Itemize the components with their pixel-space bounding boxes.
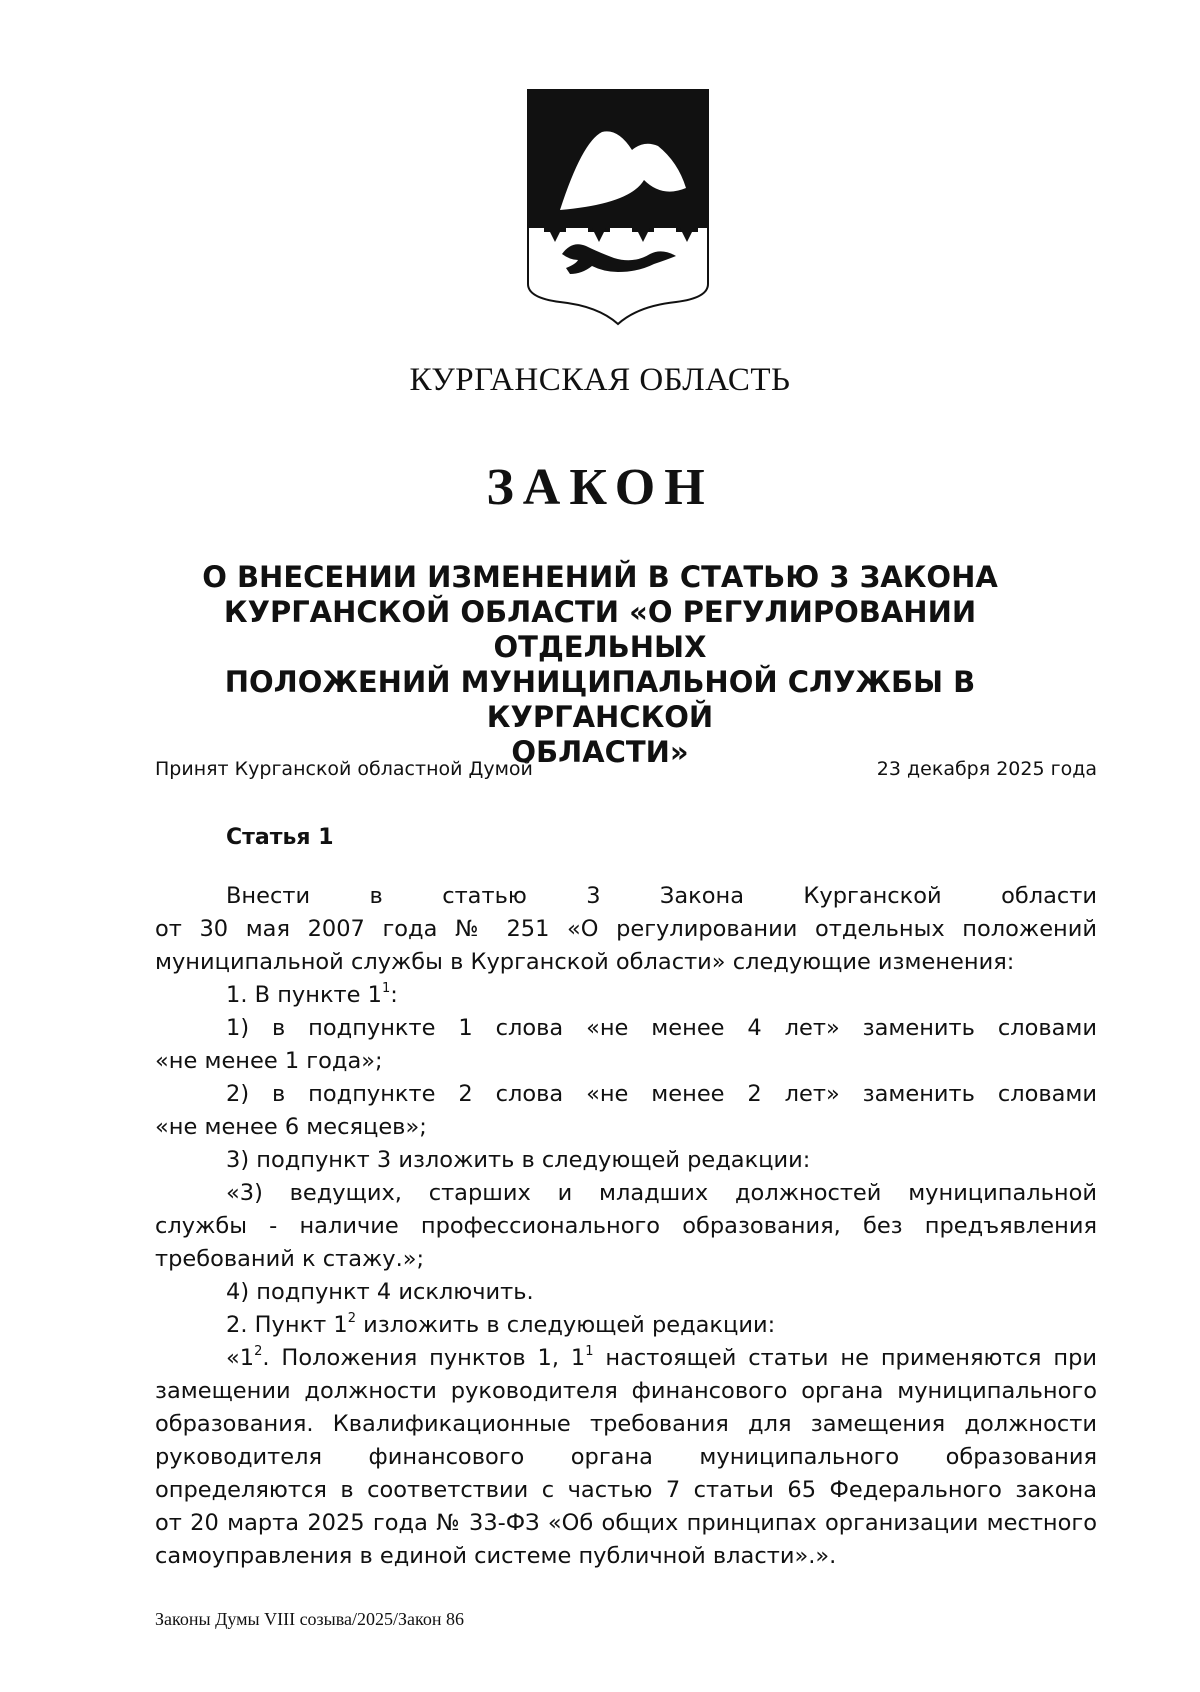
superscript: 1	[381, 980, 391, 996]
coat-of-arms-emblem	[526, 88, 710, 326]
law-title-line: ПОЛОЖЕНИЙ МУНИЦИПАЛЬНОЙ СЛУЖБЫ В КУРГАНСКОЙ	[224, 665, 976, 734]
body-line: 3) подпункт 3 изложить в следующей редакции:	[226, 1147, 811, 1173]
body-line: самоуправления в единой системе публичной власти».».	[155, 1543, 837, 1569]
body-line: службы - наличие профессионального образования, без предъявления	[155, 1213, 1097, 1239]
law-title-line: О ВНЕСЕНИИ ИЗМЕНЕНИЙ В СТАТЬЮ 3 ЗАКОНА	[202, 560, 998, 594]
body-line: муниципальной службы в Курганской области» следующие изменения:	[155, 949, 1015, 975]
body-line: 1) в подпункте 1 слова «не менее 4 лет» заменить словами	[226, 1015, 1097, 1041]
item-text: :	[390, 982, 398, 1008]
item-text: 2. Пункт 1	[226, 1312, 348, 1338]
superscript: 1	[585, 1343, 594, 1359]
region-name: КУРГАНСКАЯ ОБЛАСТЬ	[409, 362, 791, 398]
law-title	[130, 560, 1070, 770]
document-type: ЗАКОН	[486, 459, 714, 516]
footer-reference: Законы Думы VIII созыва/2025/Закон 86	[155, 1609, 464, 1629]
body-line	[155, 979, 1097, 1012]
superscript: 2	[254, 1343, 263, 1359]
item-text: изложить в следующей редакции:	[356, 1312, 776, 1338]
body-line	[155, 1309, 1097, 1342]
body-line: 2) в подпункте 2 слова «не менее 2 лет» заменить словами	[226, 1081, 1097, 1107]
body-line: от 30 мая 2007 года № 251 «О регулировании отдельных положений	[155, 916, 1097, 942]
body-line: «не менее 6 месяцев»;	[155, 1114, 427, 1140]
adoption-row	[155, 758, 1097, 780]
body-line: образования. Квалификационные требования для замещения должности	[155, 1411, 1097, 1437]
article-heading: Статья 1	[226, 825, 334, 850]
item-text: настоящей статьи не применяются при	[593, 1345, 1097, 1371]
law-title-line: ОБЛАСТИ»	[511, 735, 689, 769]
adoption-date: 23 декабря 2025 года	[876, 758, 1097, 780]
body-line: требований к стажу.»;	[155, 1246, 425, 1272]
body-line	[155, 1342, 1097, 1375]
article-body	[155, 880, 1097, 1573]
body-line: замещении должности руководителя финансового органа муниципального	[155, 1378, 1097, 1404]
body-line: Внести в статью 3 Закона Курганской области	[226, 883, 1097, 909]
item-text: . Положения пунктов 1, 1	[262, 1345, 586, 1371]
body-line: определяются в соответствии с частью 7 статьи 65 Федерального закона	[155, 1477, 1097, 1503]
body-line: от 20 марта 2025 года № 33-ФЗ «Об общих принципах организации местного	[155, 1510, 1097, 1536]
body-line: руководителя финансового органа муниципального образования	[155, 1444, 1097, 1470]
item-text: «1	[226, 1345, 255, 1371]
item-text: 1. В пункте 1	[226, 982, 382, 1008]
law-title-line: КУРГАНСКОЙ ОБЛАСТИ «О РЕГУЛИРОВАНИИ ОТДЕЛЬНЫХ	[223, 595, 977, 664]
superscript: 2	[347, 1310, 357, 1326]
body-line: «3) ведущих, старших и младших должностей муниципальной	[226, 1180, 1097, 1206]
body-line: «не менее 1 года»;	[155, 1048, 383, 1074]
adopted-by: Принят Курганской областной Думой	[155, 758, 533, 780]
body-line: 4) подпункт 4 исключить.	[226, 1279, 534, 1305]
